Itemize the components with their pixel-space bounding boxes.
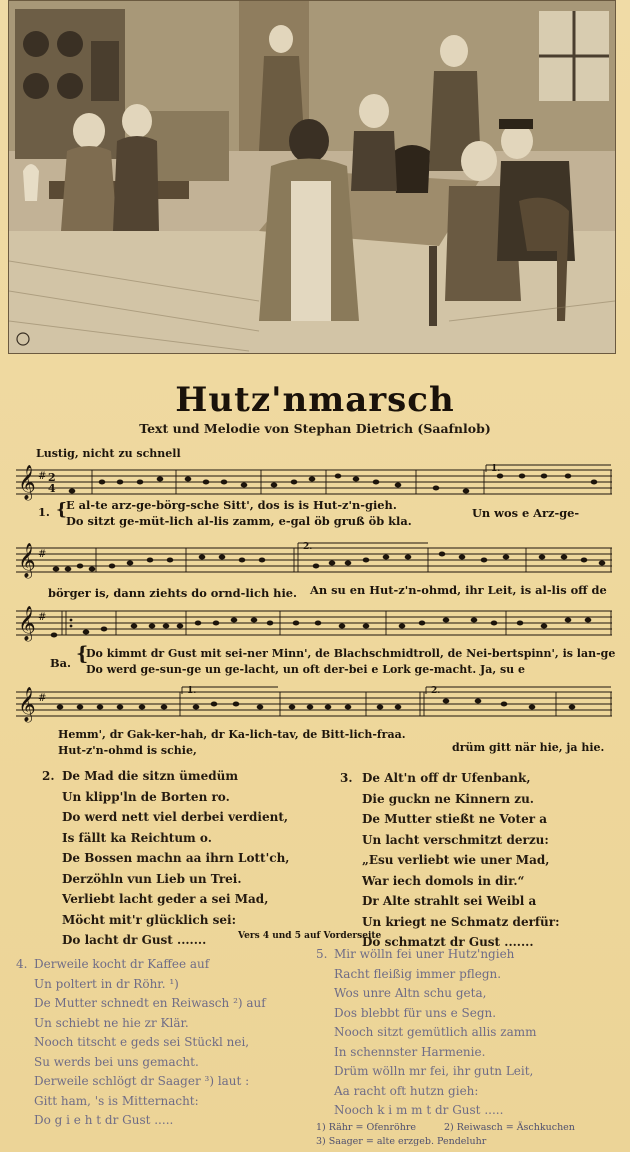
verse-line: Gitt ham, 's is Mitternacht: — [34, 1093, 199, 1108]
verse-line: Do schmatzt dr Gust ....... — [362, 935, 534, 949]
verse-line: Möcht mit'r glücklich sei: — [62, 912, 237, 927]
lyrics-line-1a: E al-te arz-ge-börg-sche Sitt', dos is is Hut-z'n-gieh. — [66, 498, 397, 512]
song-credits: Text und Melodie von Stephan Dietrich (Saafnlob) — [139, 421, 491, 436]
svg-text:#: # — [38, 471, 47, 482]
volta-4: 2. — [431, 686, 441, 696]
verse-line: De Bossen machn aa ihrn Lott'ch, — [62, 851, 290, 865]
verse-line: Verliebt lacht geder a sei Mad, — [62, 892, 269, 906]
verse-line: Dos blebbt für uns e Segn. — [334, 1005, 497, 1020]
music-staff-1 — [16, 462, 612, 502]
verse-2 — [62, 766, 289, 951]
lyrics-line-2a: börger is, dann ziehts do ornd-lich hie. — [48, 586, 298, 600]
volta-3: 1. — [187, 686, 197, 696]
verse-note: Vers 4 und 5 auf Vorderseite — [238, 931, 382, 941]
svg-text:4: 4 — [48, 482, 56, 495]
verse-line: Do werd nett viel derbei verdient, — [62, 810, 289, 824]
verse-line: Do lacht dr Gust ....... — [62, 933, 207, 947]
verse-line: Racht fleißig immer pflegn. — [334, 966, 502, 981]
verse-line: Drüm wölln mr fei, ihr gutn Leit, — [334, 1064, 534, 1078]
verse-line: Su werds bei uns gemacht. — [34, 1054, 199, 1069]
lyrics-line-1-number: 1. — [38, 505, 50, 519]
verse-line: Do g i e h t dr Gust ..... — [34, 1113, 174, 1127]
verse-5-number: 5. — [316, 947, 328, 961]
verse-line: Derzöhln vun Lieb un Trei. — [62, 871, 242, 886]
verse-5 — [334, 945, 537, 1121]
verse-line: War iech domols in dir.“ — [362, 873, 525, 888]
lyrics-line-1b: Do sitzt ge-müt-lich al-lis zamm, e-gal öb gruß öb kla. — [66, 514, 412, 528]
verse-line: De Mutter schnedt en Reiwasch ²) auf — [34, 996, 266, 1010]
verse-4 — [34, 955, 266, 1131]
footnote-1: 1) Rähr = Ofenröhre — [316, 1122, 417, 1133]
svg-text:𝄞: 𝄞 — [18, 606, 36, 641]
verse-line: De Alt'n off dr Ufenbank, — [362, 771, 531, 785]
svg-text:#: # — [38, 612, 47, 623]
svg-text:𝄞: 𝄞 — [18, 465, 36, 500]
footnote-2: 2) Reiwasch = Äschkuchen — [444, 1122, 575, 1133]
svg-text:𝄞: 𝄞 — [18, 687, 36, 722]
verse-line: Derweile kocht dr Kaffee auf — [34, 957, 210, 971]
verse-line: In schennster Harmenie. — [334, 1044, 486, 1059]
verse-2-number: 2. — [42, 769, 55, 783]
verse-line: Nooch sitzt gemütlich allis zamm — [334, 1025, 537, 1039]
verse-line: Aa racht oft hutzn gieh: — [334, 1083, 479, 1098]
lyrics-line-4b: Hut-z'n-ohmd is schie, — [58, 744, 197, 757]
lyrics-line-4a: Hemm', dr Gak-ker-hah, dr Ka-lich-tav, de Bitt-lich-fraa. — [58, 728, 406, 741]
verse-line: „Esu verliebt wie uner Mad, — [362, 853, 550, 867]
svg-text:#: # — [38, 693, 47, 704]
brace: { — [56, 500, 67, 520]
verse-4-number: 4. — [16, 957, 28, 971]
verse-line: Un klipp'ln de Borten ro. — [62, 789, 230, 804]
illustration-image — [8, 0, 616, 354]
verse-line: Die guckn ne Kinnern zu. — [362, 791, 534, 806]
svg-text:#: # — [38, 549, 47, 560]
verse-line: Mir wölln fei uner Hutz'ngieh — [334, 947, 515, 961]
verse-line: De Mutter stießt ne Voter a — [362, 812, 547, 826]
svg-text:𝄞: 𝄞 — [18, 543, 36, 578]
verse-3 — [362, 768, 560, 953]
volta-1: 1. — [491, 464, 501, 474]
verse-line: Un kriegt ne Schmatz derfür: — [362, 914, 560, 929]
lyrics-line-3-start: Ba. — [50, 656, 71, 670]
svg-text:2: 2 — [48, 471, 56, 484]
volta-2: 2. — [303, 542, 313, 552]
verse-line: Un lacht verschmitzt derzu: — [362, 832, 549, 847]
lyrics-line-3b: Do werd ge-sun-ge un ge-lacht, un oft der-bei e Lork ge-macht. Ja, su e — [86, 663, 526, 676]
music-staff-2 — [16, 540, 612, 580]
brace-2: { — [76, 643, 89, 665]
verse-line: Dr Alte strahlt sei Weibl a — [362, 894, 537, 908]
verse-line: Is fällt ka Reichtum o. — [62, 830, 212, 845]
verse-line: Wos unre Altn schu geta, — [334, 986, 487, 1000]
verse-3-number: 3. — [340, 771, 353, 785]
tempo-marking: Lustig, nicht zu schnell — [36, 447, 181, 460]
lyrics-line-4c: drüm gitt när hie, ja hie. — [452, 741, 605, 754]
music-staff-4 — [16, 684, 612, 724]
music-staff-3 — [16, 603, 612, 643]
lyrics-line-1-end: Un wos e Arz-ge- — [472, 506, 580, 520]
verse-line: Derweile schlögt dr Saager ³) laut : — [34, 1074, 250, 1088]
verse-line: Un schiebt ne hie zr Klär. — [34, 1015, 189, 1030]
footnote-3: 3) Saager = alte erzgeb. Pendeluhr — [316, 1136, 487, 1147]
verse-line: Un poltert in dr Röhr. ¹) — [34, 976, 179, 991]
verse-line: Nooch titscht e geds sei Stückl nei, — [34, 1035, 250, 1049]
lyrics-line-2b: An su en Hut-z'n-ohmd, ihr Leit, is al-lis off de — [310, 583, 607, 597]
lyrics-line-3a: Do kimmt dr Gust mit sei-ner Minn', de Blachschmidtroll, de Nei-bertspinn', is lan-ge — [86, 647, 616, 660]
verse-line: Nooch k i m m t dr Gust ..... — [334, 1103, 504, 1117]
song-title: Hutz'nmarsch — [175, 380, 455, 420]
verse-line: De Mad die sitzn ümedüm — [62, 769, 239, 783]
